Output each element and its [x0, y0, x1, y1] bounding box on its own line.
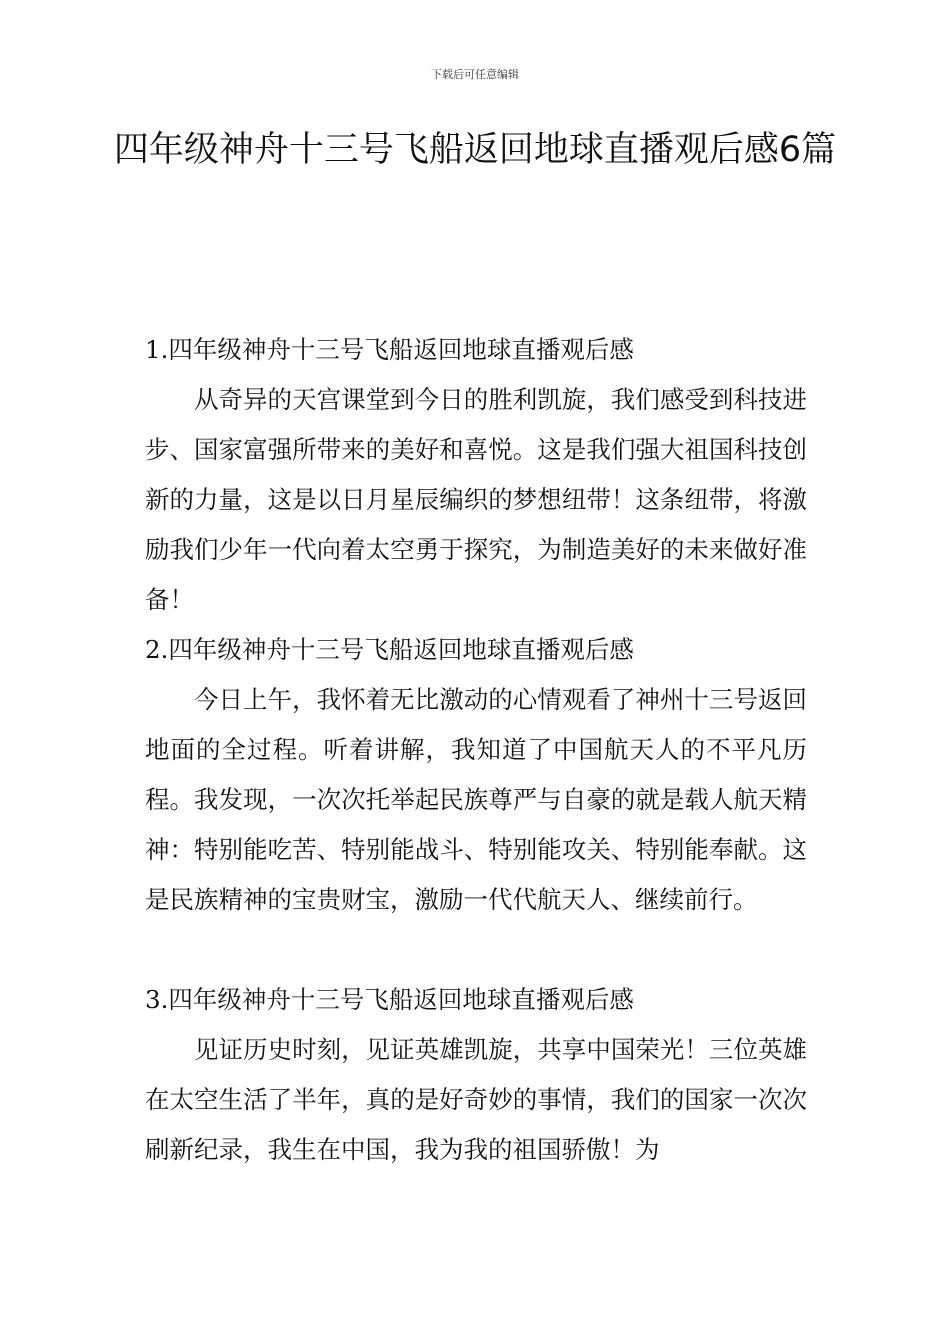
section-paragraph: 见证历史时刻，见证英雄凯旋，共享中国荣光！三位英雄在太空生活了半年，真的是好奇妙的事情，我们的国家一次次刷新纪录，我生在中国，我为我的祖国骄傲！为	[145, 1035, 807, 1164]
document-body	[145, 325, 807, 1175]
section-1	[145, 325, 807, 625]
section-heading: 3.四年级神舟十三号飞船返回地球直播观后感	[145, 985, 634, 1014]
section-heading: 2.四年级神舟十三号飞船返回地球直播观后感	[145, 635, 634, 664]
section-heading: 1.四年级神舟十三号飞船返回地球直播观后感	[145, 335, 634, 364]
section-2	[145, 625, 807, 925]
header-note: 下载后可任意编辑	[431, 68, 519, 81]
document-title: 四年级神舟十三号飞船返回地球直播观后感6篇	[113, 130, 837, 170]
section-paragraph: 从奇异的天宫课堂到今日的胜利凯旋，我们感受到科技进步、国家富强所带来的美好和喜悦。这是我们强大祖国科技创新的力量，这是以日月星辰编织的梦想纽带！这条纽带，将激励我们少年一代向着太空勇于探究，为制造美好的未来做好准备！	[145, 385, 807, 614]
paragraph-spacer	[145, 925, 807, 975]
section-3	[145, 975, 807, 1175]
section-paragraph: 今日上午，我怀着无比激动的心情观看了神州十三号返回地面的全过程。听着讲解，我知道了中国航天人的不平凡历程。我发现，一次次托举起民族尊严与自豪的就是载人航天精神：特别能吃苦、特别能战斗、特别能攻关、特别能奉献。这是民族精神的宝贵财宝，激励一代代航天人、继续前行。	[145, 685, 807, 914]
